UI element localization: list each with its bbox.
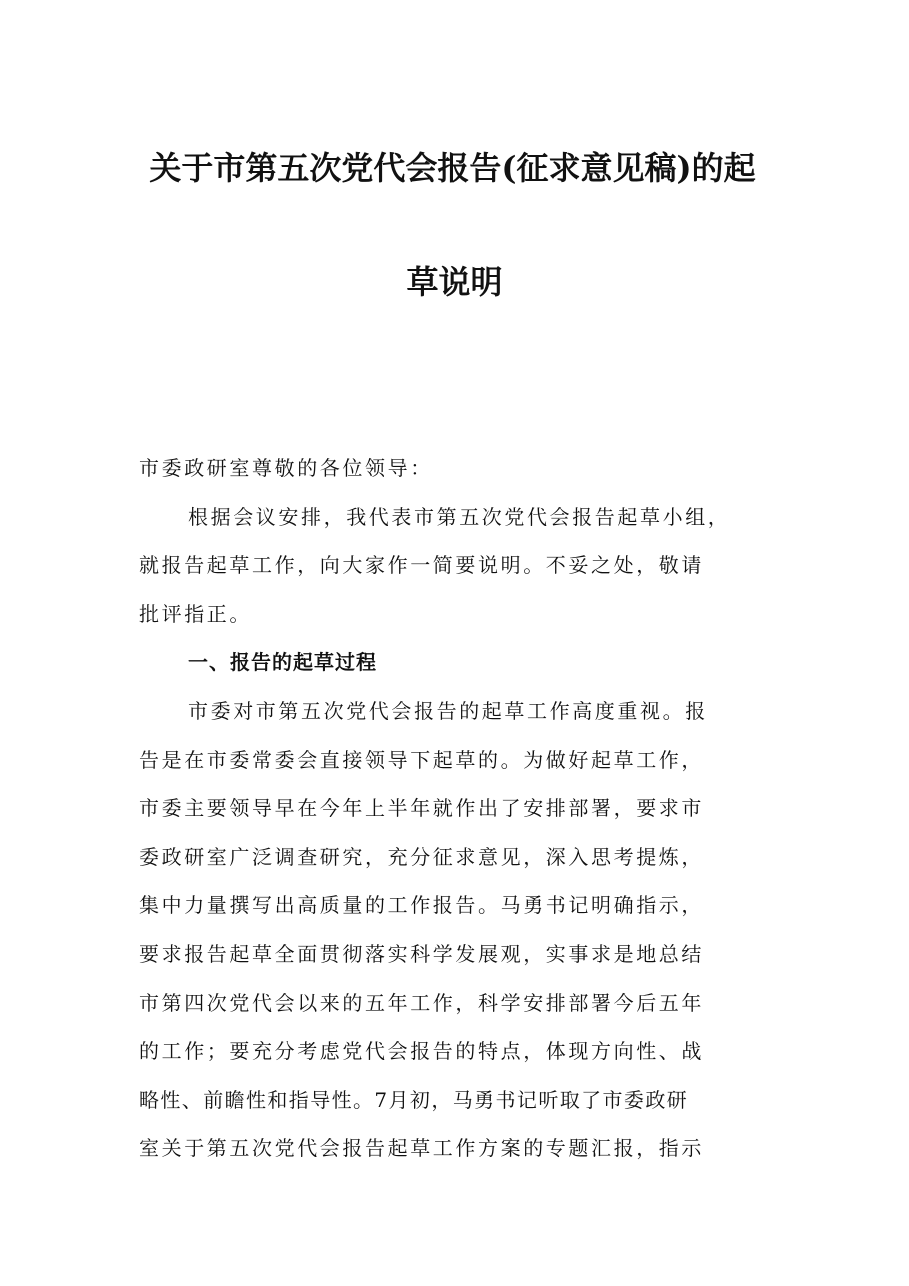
paragraph-2-line: 市委主要领导早在今年上半年就作出了安排部署，要求市 xyxy=(139,796,704,821)
document-title-line-1: 关于市第五次党代会报告(征求意见稿)的起 xyxy=(149,149,756,187)
paragraph-2-line: 略性、前瞻性和指导性。7月初，马勇书记听取了市委政研 xyxy=(139,1087,689,1112)
section-heading: 一、报告的起草过程 xyxy=(188,650,377,675)
paragraph-2-line: 告是在市委常委会直接领导下起草的。为做好起草工作， xyxy=(139,747,704,772)
salutation: 市委政研室尊敬的各位领导： xyxy=(139,456,433,480)
paragraph-1-line: 批评指正。 xyxy=(139,601,252,626)
paragraph-2-line: 市委对市第五次党代会报告的起草工作高度重视。报 xyxy=(188,698,708,723)
document-body xyxy=(139,444,779,1173)
paragraph-1-line: 根据会议安排，我代表市第五次党代会报告起草小组， xyxy=(188,504,731,529)
paragraph-2-line: 集中力量撰写出高质量的工作报告。马勇书记明确指示， xyxy=(139,893,704,918)
paragraph-2-line: 室关于第五次党代会报告起草工作方案的专题汇报，指示 xyxy=(139,1136,704,1161)
paragraph-2-line: 的工作；要充分考虑党代会报告的特点，体现方向性、战 xyxy=(139,1039,704,1064)
paragraph-2-line: 要求报告起草全面贯彻落实科学发展观，实事求是地总结 xyxy=(139,941,704,966)
paragraph-2-line: 委政研室广泛调查研究，充分征求意见，深入思考提炼， xyxy=(139,844,704,869)
document-title-line-2: 草说明 xyxy=(406,263,503,301)
paragraph-2-line: 市第四次党代会以来的五年工作，科学安排部署今后五年 xyxy=(139,990,704,1015)
paragraph-1-line: 就报告起草工作，向大家作一简要说明。不妥之处，敬请 xyxy=(139,553,704,578)
